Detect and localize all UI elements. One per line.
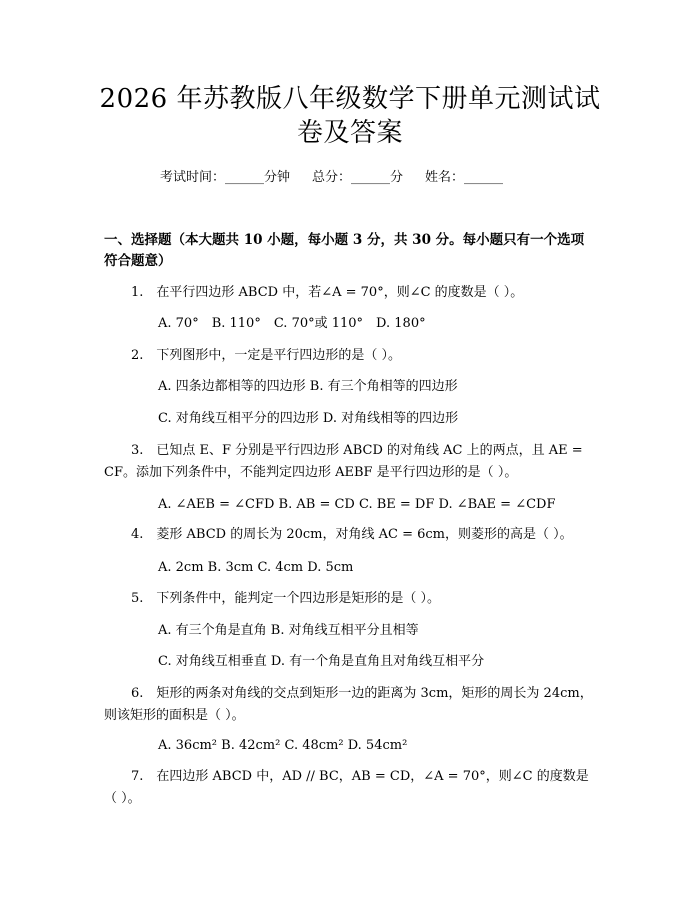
question-3: 3. 已知点 E、F 分别是平行四边形 ABCD 的对角线 AC 上的两点，且 AE = CF。添加下列条件中，不能判定四边形 AEBF 是平行四边形的是（ ）。 xyxy=(104,443,583,480)
question-1: 1. 在平行四边形 ABCD 中，若∠A = 70°，则∠C 的度数是（ ）。 xyxy=(131,285,524,300)
section-heading: 一、选择题（本大题共 10 小题，每小题 3 分，共 30 分。每小题只有一个选项符合题意） xyxy=(104,232,585,269)
question-2-options-row-2: C. 对角线互相平分的四边形 D. 对角线相等的四边形 xyxy=(158,411,459,426)
question-5-options-row-1: A. 有三个角是直角 B. 对角线互相平分且相等 xyxy=(158,623,419,638)
total-score-field: 总分：______分 xyxy=(312,170,404,185)
question-5-options-row-2: C. 对角线互相垂直 D. 有一个角是直角且对角线互相平分 xyxy=(158,654,485,669)
student-name-field: 姓名：______ xyxy=(425,170,504,185)
question-2-options-row-1: A. 四条边都相等的四边形 B. 有三个角相等的四边形 xyxy=(158,379,458,394)
question-2: 2. 下列图形中，一定是平行四边形的是（ ）。 xyxy=(131,348,402,363)
question-1-options: A. 70° B. 110° C. 70°或 110° D. 180° xyxy=(158,316,426,331)
page-title: 2026 年苏教版八年级数学下册单元测试试卷及答案 xyxy=(99,84,601,148)
exam-info-line xyxy=(160,168,560,188)
question-4-options: A. 2cm B. 3cm C. 4cm D. 5cm xyxy=(158,560,354,575)
question-7: 7. 在四边形 ABCD 中，AD // BC，AB = CD，∠A = 70°，则∠C 的度数是（ ）。 xyxy=(104,769,589,806)
question-5: 5. 下列条件中，能判定一个四边形是矩形的是（ ）。 xyxy=(131,591,441,606)
question-3-options: A. ∠AEB = ∠CFD B. AB = CD C. BE = DF D. ∠BAE = ∠CDF xyxy=(158,497,556,512)
question-4: 4. 菱形 ABCD 的周长为 20cm，对角线 AC = 6cm，则菱形的高是（ ）。 xyxy=(131,527,573,542)
exam-time-field: 考试时间：______分钟 xyxy=(160,170,291,185)
question-6: 6. 矩形的两条对角线的交点到矩形一边的距离为 3cm，矩形的周长为 24cm，则该矩形的面积是（ ）。 xyxy=(104,686,593,723)
question-6-options: A. 36cm² B. 42cm² C. 48cm² D. 54cm² xyxy=(158,738,408,753)
